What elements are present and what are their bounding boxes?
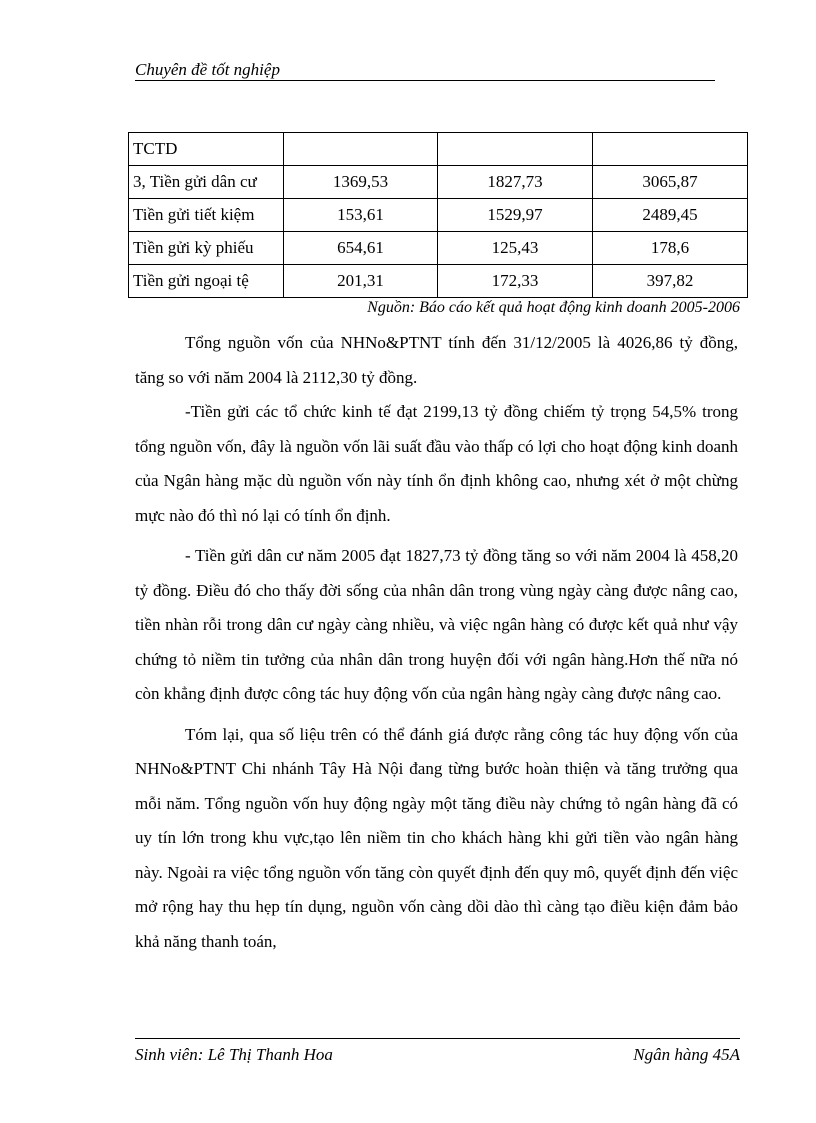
table-cell: 178,6 [593, 232, 748, 265]
page-header [135, 58, 715, 81]
body-text [135, 326, 738, 959]
table-cell: 153,61 [284, 199, 438, 232]
paragraph: - Tiền gửi dân cư năm 2005 đạt 1827,73 tỷ đồng tăng so với năm 2004 là 458,20 tỷ đồng. Điều đó cho thấy đời sống của nhân dân trong vùng ngày càng được nâng cao, tiền nhàn rỗi trong dân cư ngày càng nhiều, và việc ngân hàng có được kết quả như vậy chứng tỏ niềm tin tưởng của nhân dân trong huyện đối với ngân hàng.Hơn thế nữa nó còn khẳng định được công tác huy động vốn của ngân hàng ngày càng được nâng cao. [135, 546, 738, 703]
table-cell: Tiền gửi ngoại tệ [129, 265, 284, 298]
table-row [129, 232, 748, 265]
paragraph: -Tiền gửi các tổ chức kinh tế đạt 2199,13 tỷ đồng chiếm tỷ trọng 54,5% trong tổng nguồn vốn, đây là nguồn vốn lãi suất đầu vào thấp có lợi cho hoạt động kinh doanh của Ngân hàng mặc dù nguồn vốn này tính ổn định không cao, nhưng xét ở một chừng mực nào đó thì nó lại có tính ổn định. [135, 402, 738, 525]
paragraph: Tóm lại, qua số liệu trên có thể đánh giá được rằng công tác huy động vốn của NHNo&PTNT Chi nhánh Tây Hà Nội đang từng bước hoàn thiện và tăng trưởng qua mỗi năm. Tổng nguồn vốn huy động ngày một tăng điều này chứng tỏ ngân hàng đã có uy tín lớn trong khu vực,tạo lên niềm tin cho khách hàng khi gửi tiền vào ngân hàng này. Ngoài ra việc tổng nguồn vốn tăng còn quyết định đến quy mô, quyết định đến việc mở rộng hay thu hẹp tín dụng, nguồn vốn càng dồi dào thì càng tạo điều kiện đảm bảo khả năng thanh toán, [135, 724, 738, 951]
paragraph: Tổng nguồn vốn của NHNo&PTNT tính đến 31/12/2005 là 4026,86 tỷ đồng, tăng so với năm 2004 là 2112,30 tỷ đồng. [135, 333, 738, 387]
table-cell: 1529,97 [438, 199, 593, 232]
table-row [129, 265, 748, 298]
table-row [129, 199, 748, 232]
deposit-table [128, 132, 748, 298]
table-cell: 654,61 [284, 232, 438, 265]
table-cell: Tiền gửi tiết kiệm [129, 199, 284, 232]
table-cell: 397,82 [593, 265, 748, 298]
table-cell: 201,31 [284, 265, 438, 298]
table-cell: 1827,73 [438, 166, 593, 199]
table-cell [438, 133, 593, 166]
table-cell: TCTD [129, 133, 284, 166]
table-cell: 1369,53 [284, 166, 438, 199]
table-source-note: Nguồn: Báo cáo kết quả hoạt động kinh doanh 2005-2006 [367, 299, 740, 316]
table-cell [284, 133, 438, 166]
footer-author: Sinh viên: Lê Thị Thanh Hoa [135, 1045, 333, 1064]
table-cell [593, 133, 748, 166]
table-cell: 3065,87 [593, 166, 748, 199]
table-row [129, 166, 748, 199]
table-cell: 172,33 [438, 265, 593, 298]
table-cell: 2489,45 [593, 199, 748, 232]
table-cell: Tiền gửi kỳ phiếu [129, 232, 284, 265]
table-cell: 3, Tiền gửi dân cư [129, 166, 284, 199]
page-footer [135, 1038, 740, 1065]
header-title: Chuyên đề tốt nghiệp [135, 60, 280, 79]
footer-class: Ngân hàng 45A [633, 1045, 740, 1064]
table-row [129, 133, 748, 166]
table-cell: 125,43 [438, 232, 593, 265]
